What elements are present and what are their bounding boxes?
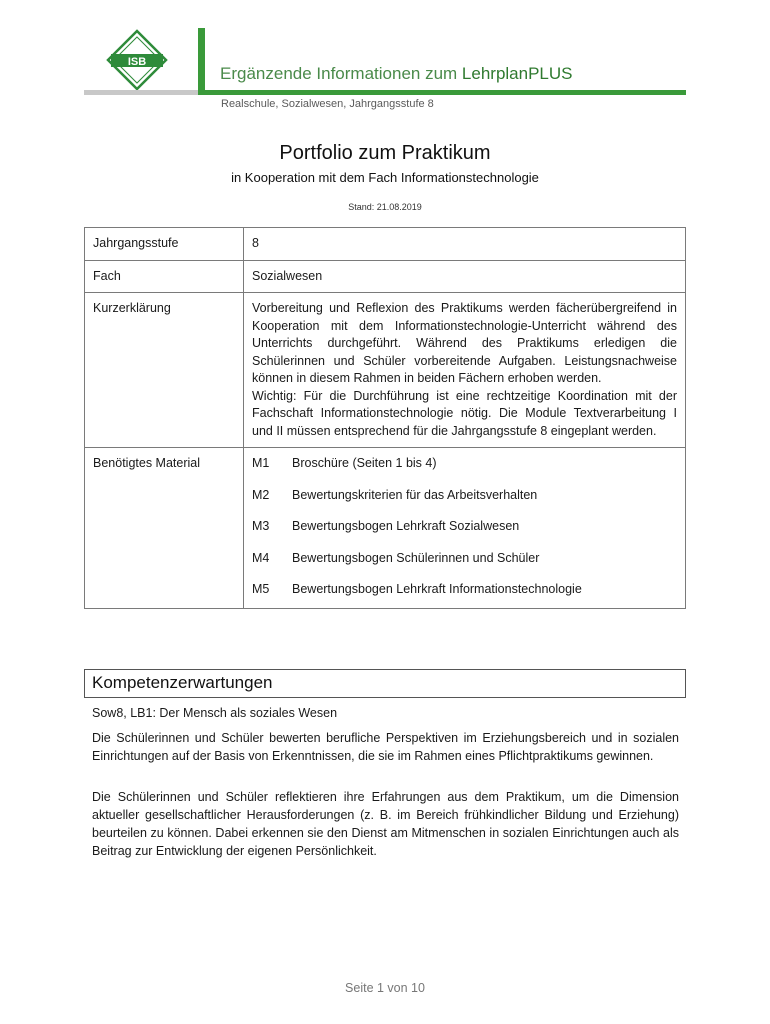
isb-logo <box>84 28 190 92</box>
page-number: Seite 1 von 10 <box>345 981 425 995</box>
document-date: Stand: 21.08.2019 <box>348 202 422 212</box>
document-subtitle: in Kooperation mit dem Fach Informationstechnologie <box>231 170 539 185</box>
header-gray-rule <box>84 90 198 95</box>
material-code: M2 <box>252 487 270 502</box>
table-row <box>85 293 686 448</box>
material-item <box>252 581 677 608</box>
material-code: M4 <box>252 550 270 565</box>
lernbereich-line: Sow8, LB1: Der Mensch als soziales Wesen <box>92 706 338 720</box>
isb-logo-icon <box>84 28 190 92</box>
header-vertical-bar <box>198 28 205 90</box>
material-item <box>252 455 677 487</box>
row-value: 8 <box>244 228 686 261</box>
document-title: Portfolio zum Praktikum <box>279 142 491 164</box>
table-row <box>85 228 686 261</box>
material-item <box>252 518 677 550</box>
row-label: Jahrgangsstufe <box>85 228 244 261</box>
material-text: Bewertungskriterien für das Arbeitsverhalten <box>292 487 538 502</box>
materials-cell <box>244 448 686 609</box>
material-code: M5 <box>252 582 270 596</box>
material-code: M1 <box>252 456 270 470</box>
material-text: Bewertungsbogen Lehrkraft Sozialwesen <box>292 519 520 533</box>
section-heading-box <box>84 669 686 698</box>
table-row <box>85 448 686 609</box>
header-title: Ergänzende Informationen zum LehrplanPLUS <box>220 64 573 83</box>
row-label: Kurzerklärung <box>85 293 244 448</box>
kurzerklaerung-text: Vorbereitung und Reflexion des Praktikums werden fächerübergreifend in Kooperation mit dem Informationstechnologie-Unterricht während des Unterrichts durchgeführt. Während des Praktikums erledigen die Schülerinnen und Schüler vorbereitende Aufgaben. Leistungsnachweise können in diesem Rahmen in beiden Fächern erhoben werden. <box>252 301 677 385</box>
info-table <box>84 227 686 609</box>
material-text: Bewertungsbogen Schülerinnen und Schüler <box>292 550 540 565</box>
svg-text:ISB: ISB <box>127 56 147 68</box>
material-text: Broschüre (Seiten 1 bis 4) <box>292 456 437 470</box>
row-value: Sozialwesen <box>244 260 686 293</box>
section-heading: Kompetenzerwartungen <box>92 673 273 692</box>
material-item <box>252 550 677 582</box>
row-value <box>244 293 686 448</box>
row-label: Benötigtes Material <box>85 448 244 609</box>
material-item <box>252 487 677 519</box>
kurzerklaerung-note: Wichtig: Für die Durchführung ist eine rechtzeitige Koordination mit der Fachschaft Informationstechnologie nötig. Die Module Textverarbeitung I und II müssen entsprechend für die Jahrgangsstufe 8 eingeplant werden. <box>252 388 677 438</box>
material-text: Bewertungsbogen Lehrkraft Informationstechnologie <box>292 582 582 596</box>
header-subtitle: Realschule, Sozialwesen, Jahrgangsstufe 8 <box>221 98 434 110</box>
competency-paragraph-1: Die Schülerinnen und Schüler bewerten berufliche Perspektiven im Erziehungsbereich und in sozialen Einrichtungen auf der Basis von Erkenntnissen, die sie im Rahmen eines Pflichtpraktikums gewinnen. <box>92 731 679 763</box>
header-green-rule <box>198 90 686 95</box>
row-label: Fach <box>85 260 244 293</box>
material-code: M3 <box>252 519 270 533</box>
table-row <box>85 260 686 293</box>
competency-paragraph-2: Die Schülerinnen und Schüler reflektieren ihre Erfahrungen aus dem Praktikum, um die Dimension aktueller gesellschaftlicher Herausforderungen (z. B. im Bereich frühkindlicher Bildung und Erziehung) beurteilen zu können. Dabei erkennen sie den Dienst am Mitmenschen in sozialen Einrichtungen auch als Beitrag zur Entwicklung der eigenen Persönlichkeit. <box>92 790 679 858</box>
